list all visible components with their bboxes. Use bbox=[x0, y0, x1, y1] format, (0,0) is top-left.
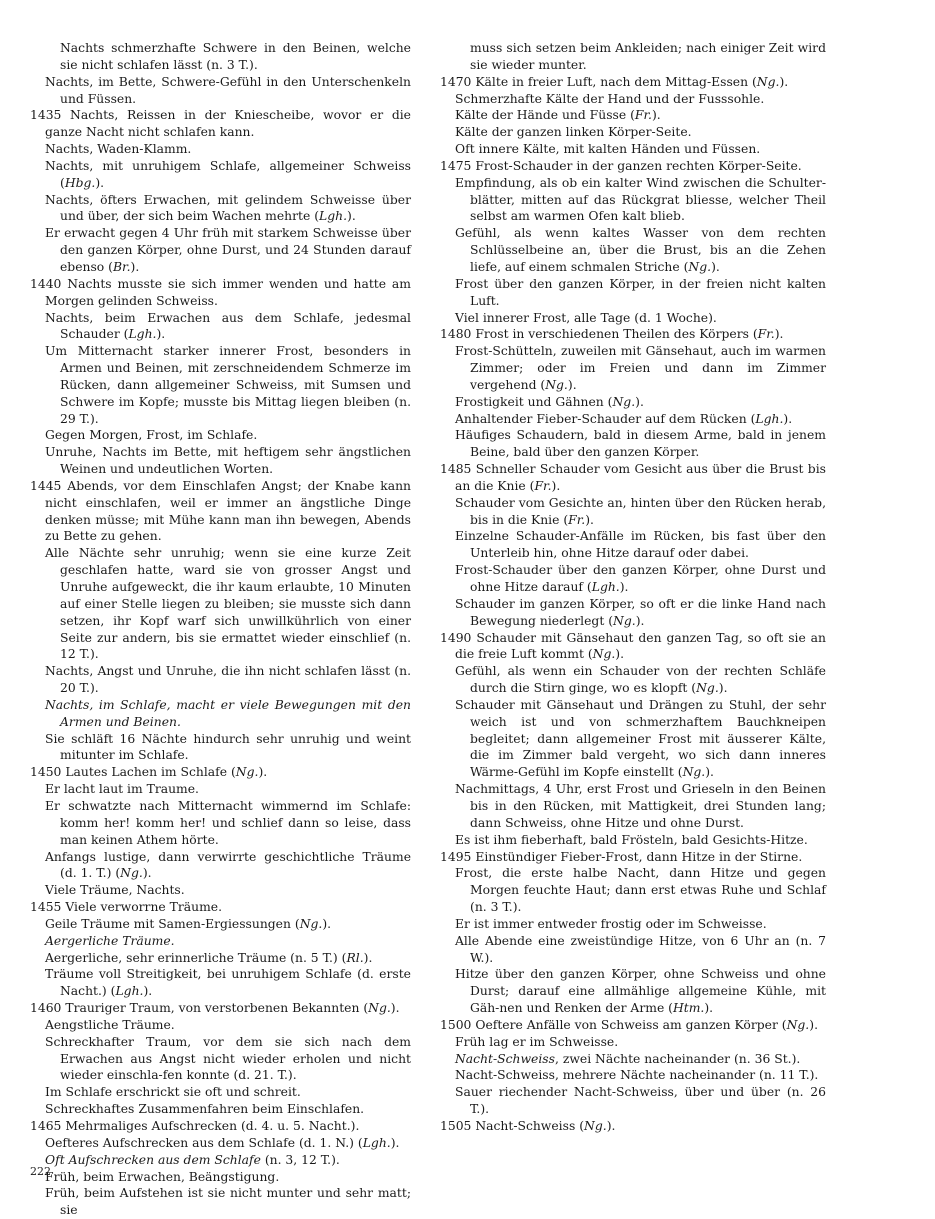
italic-text: Ng. bbox=[592, 647, 616, 662]
right-column bbox=[440, 40, 826, 1135]
symptom-entry bbox=[440, 124, 826, 141]
numbered-entry bbox=[30, 276, 411, 310]
entry-text: ). bbox=[635, 394, 644, 409]
entry-text: Viele Träume, Nachts. bbox=[45, 883, 185, 898]
italic-text: Lgh. bbox=[755, 411, 784, 426]
entry-text: , zwei Nächte nacheinander (n. 36 St.). bbox=[554, 1051, 801, 1066]
entry-text: Schauder im ganzen Körper, so oft er die linke Hand nach Bewegung niederlegt ( bbox=[455, 596, 826, 628]
symptom-entry bbox=[440, 832, 826, 849]
italic-text: Ng. bbox=[612, 394, 636, 409]
entry-text: ). bbox=[585, 512, 594, 527]
entry-text: ). bbox=[651, 108, 661, 123]
entry-text: ). bbox=[322, 916, 332, 931]
entry-text: Frost über den ganzen Körper, in der freien nicht kalten Luft. bbox=[455, 276, 826, 308]
entry-text: Sie schläft 16 Nächte hindurch sehr unruhig und weint mitunter im Schlafe. bbox=[45, 731, 411, 763]
entry-text: Schauder vom Gesichte an, hinten über den Rücken herab, bis in die Knie ( bbox=[455, 495, 826, 527]
symptom-entry bbox=[440, 411, 826, 428]
entry-text: Nachts, mit unruhigem Schlafe, allgemeiner Schweiss ( bbox=[45, 158, 411, 190]
entry-text: Frost-Schauder über den ganzen Körper, ohne Durst und ohne Hitze darauf ( bbox=[455, 563, 826, 594]
symptom-entry bbox=[30, 798, 411, 849]
entry-text: Nachmittags, 4 Uhr, erst Frost und Grieseln in den Beinen bis in den Rücken, mit Mattigkeit, drei Stunden lang; dann Schweiss, ohne Hitze und ohne Durst. bbox=[455, 782, 826, 830]
entry-text: Früh, beim Aufstehen ist sie nicht munter und sehr matt; sie bbox=[45, 1186, 411, 1218]
italic-text: Lgh. bbox=[591, 580, 620, 594]
entry-text: Nachts, öfters Erwachen, mit gelindem Schweisse über und über, der sich beim Wachen mehrte ( bbox=[45, 192, 411, 224]
symptom-entry bbox=[440, 175, 826, 226]
italic-text: Ng. bbox=[584, 1119, 607, 1133]
entry-text: ). bbox=[390, 1001, 400, 1016]
symptom-entry bbox=[440, 343, 826, 394]
italic-text: Ng. bbox=[688, 259, 712, 274]
entry-text: Oft innere Kälte, mit kalten Händen und Füssen. bbox=[455, 142, 761, 157]
symptom-entry bbox=[440, 1084, 826, 1118]
entry-text: Einzelne Schauder-Anfälle im Rücken, bis fast über den Unterleib hin, ohne Hitze darauf oder dabei. bbox=[455, 529, 826, 561]
symptom-entry bbox=[440, 1067, 826, 1084]
entry-text: 1505 Nacht-Schweiss ( bbox=[440, 1119, 585, 1133]
symptom-entry bbox=[30, 916, 411, 933]
entry-text: Hitze über den ganzen Körper, ohne Schweiss und ohne Durst; darauf eine allmählige allgemeine Kühle, mit Gäh-nen und Renken der Arme ( bbox=[455, 967, 826, 1016]
numbered-entry bbox=[440, 1118, 826, 1135]
entry-text: Sauer riechender Nacht-Schweiss, über und über (n. 26 T.). bbox=[455, 1085, 826, 1117]
italic-text: Ng. bbox=[545, 377, 568, 392]
numbered-entry bbox=[30, 1118, 411, 1135]
entry-text: Gegen Morgen, Frost, im Schlafe. bbox=[45, 428, 258, 443]
symptom-entry bbox=[440, 310, 826, 327]
entry-text: ). bbox=[143, 984, 153, 999]
entry-text: Träume voll Streitigkeit, bei unruhigem Schlafe (d. erste Nacht.) ( bbox=[45, 967, 411, 999]
symptom-entry bbox=[30, 310, 411, 344]
entry-text: Alle Abende eine zweistündige Hitze, von 6 Uhr an (n. 7 W.). bbox=[455, 933, 826, 965]
symptom-entry bbox=[30, 343, 411, 427]
symptom-entry bbox=[440, 91, 826, 108]
symptom-entry bbox=[30, 74, 411, 108]
entry-text: Aergerliche, sehr erinnerliche Träume (n. 5 T.) ( bbox=[45, 950, 347, 965]
symptom-entry bbox=[440, 697, 826, 781]
entry-text: 1500 Oeftere Anfälle von Schweiss am ganzen Körper ( bbox=[440, 1017, 787, 1032]
numbered-entry bbox=[440, 158, 826, 175]
symptom-entry bbox=[440, 1051, 826, 1068]
italic-text: Fr. bbox=[757, 327, 775, 342]
entry-text: Er lacht laut im Traume. bbox=[45, 782, 199, 797]
symptom-entry bbox=[440, 528, 826, 562]
entry-text: 1465 Mehrmaliges Aufschrecken (d. 4. u. 5. Nacht.). bbox=[30, 1119, 360, 1133]
entry-text: ). bbox=[551, 478, 561, 493]
entry-text: Oefteres Aufschrecken aus dem Schlafe (d. 1. N.) ( bbox=[45, 1135, 363, 1150]
entry-text: 1485 Schneller Schauder vom Gesicht aus über die Brust bis an die Knie ( bbox=[440, 462, 826, 493]
entry-text: Schreckhafter Traum, vor dem sie sich nach dem Erwachen aus Angst nicht wieder erholen und nicht wieder einschla-fen konnte (d. 21. T.). bbox=[45, 1034, 411, 1083]
italic-text: Nachts, im Schlafe, macht er viele Bewegungen mit den Armen und Beinen. bbox=[45, 697, 411, 729]
symptom-entry bbox=[30, 1185, 411, 1219]
symptom-entry bbox=[30, 427, 411, 444]
italic-text: Ng. bbox=[756, 74, 780, 89]
symptom-entry bbox=[30, 444, 411, 478]
entry-text: ). bbox=[606, 1119, 616, 1133]
entry-text: ). bbox=[718, 681, 728, 696]
italic-text: Ng. bbox=[120, 866, 143, 881]
numbered-entry bbox=[440, 74, 826, 91]
italic-text: Lgh. bbox=[362, 1135, 391, 1150]
numbered-entry bbox=[440, 461, 826, 495]
italic-text: Rl. bbox=[346, 950, 364, 965]
symptom-entry bbox=[440, 495, 826, 529]
symptom-entry bbox=[30, 141, 411, 158]
entry-text: Nachts, Angst und Unruhe, die ihn nicht schlafen lässt (n. 20 T.). bbox=[45, 664, 411, 696]
symptom-entry bbox=[30, 1084, 411, 1101]
entry-text: Frostigkeit und Gähnen ( bbox=[455, 394, 613, 409]
entry-text: Nachts schmerzhafte Schwere in den Beinen, welche sie nicht schlafen lässt (n. 3 T.). bbox=[60, 41, 411, 72]
entry-text: Gefühl, als wenn kaltes Wasser von dem rechten Schlüsselbeine an, über die Brust, bis an die Zehen liefe, auf einem schmalen Striche ( bbox=[455, 226, 826, 274]
entry-text: Alle Nächte sehr unruhig; wenn sie eine kurze Zeit geschlafen hatte, ward sie von grosser Angst und Unruhe aufgeweckt, die ihr kaum erlaubte, 10 Minuten auf einer Stelle liegen zu bleiben; sie musste sich dann setzen, ihr Kopf warf sich unwillkührlich von einer Seite zur andern, bis sie ermattet wieder einschlief (n. 12 T.). bbox=[45, 546, 411, 662]
italic-text: Br. bbox=[112, 259, 131, 274]
numbered-entry bbox=[30, 1000, 411, 1017]
entry-text: Es ist ihm fieberhaft, bald Frösteln, bald Gesichts-Hitze. bbox=[455, 832, 808, 847]
italic-text: Ng. bbox=[696, 681, 719, 696]
entry-text: ). bbox=[619, 580, 629, 594]
italic-text: Aergerliche Träume. bbox=[45, 933, 175, 948]
entry-text: 1450 Lautes Lachen im Schlafe ( bbox=[30, 765, 236, 780]
symptom-entry bbox=[30, 933, 411, 950]
italic-text: Ng. bbox=[235, 765, 259, 780]
entry-text: Anfangs lustige, dann verwirrte geschichtliche Träume (d. 1. T.) ( bbox=[45, 849, 411, 881]
italic-text: Htm. bbox=[673, 1001, 705, 1016]
entry-text: 1480 Frost in verschiedenen Theilen des Körpers ( bbox=[440, 327, 758, 342]
entry-text: 1440 Nachts musste sie sich immer wenden und hatte am Morgen gelinden Schweiss. bbox=[30, 276, 411, 308]
entry-text: ). bbox=[390, 1135, 400, 1150]
entry-text: Früh lag er im Schweisse. bbox=[455, 1034, 619, 1049]
symptom-entry bbox=[30, 663, 411, 697]
numbered-entry bbox=[30, 764, 411, 781]
entry-text: Schmerzhafte Kälte der Hand und der Fusssohle. bbox=[455, 91, 765, 106]
symptom-entry bbox=[440, 916, 826, 933]
symptom-entry bbox=[440, 781, 826, 832]
entry-text: Um Mitternacht starker innerer Frost, besonders in Armen und Beinen, mit zerschneidendem Schmerze im Rücken, dann allgemeiner Schweiss, mit Sumsen und Schwere im Kopfe; musste bis Mittag liegen bleiben (n. 29 T.). bbox=[45, 344, 411, 426]
entry-text: ). bbox=[615, 647, 625, 662]
entry-text: ). bbox=[95, 175, 105, 190]
symptom-entry bbox=[440, 933, 826, 967]
entry-text: Aengstliche Träume. bbox=[45, 1017, 175, 1032]
symptom-entry bbox=[440, 562, 826, 596]
entry-text: Kälte der Hände und Füsse ( bbox=[455, 108, 635, 123]
symptom-entry bbox=[30, 697, 411, 731]
symptom-entry bbox=[30, 1135, 411, 1152]
entry-text: Er erwacht gegen 4 Uhr früh mit starkem Schweisse über den ganzen Körper, ohne Durst, und 24 Stunden darauf ebenso ( bbox=[45, 226, 411, 274]
symptom-entry bbox=[440, 427, 826, 461]
symptom-entry bbox=[440, 40, 826, 74]
entry-text: Empfindung, als ob ein kalter Wind zwischen die Schulter-blätter, mitten auf das Rückgrat bliesse, welcher Theil selbst am warmen Ofen kalt blieb. bbox=[455, 175, 826, 224]
entry-text: Nachts, Waden-Klamm. bbox=[45, 142, 192, 157]
entry-text: Schauder mit Gänsehaut und Drängen zu Stuhl, der sehr weich ist und von schmerzhaftem Bauchkneipen begleitet; dann allgemeiner Frost mit äusserer Kälte, die im Zimmer bald vergeht, wo sich dann inneres Wärme-Gefühl im Kopfe einstellt ( bbox=[455, 697, 826, 780]
numbered-entry bbox=[440, 1017, 826, 1034]
italic-text: Fr. bbox=[634, 108, 652, 123]
symptom-entry bbox=[440, 107, 826, 124]
numbered-entry bbox=[440, 630, 826, 664]
symptom-entry bbox=[30, 731, 411, 765]
entry-text: Viel innerer Frost, alle Tage (d. 1 Woche). bbox=[455, 310, 717, 325]
entry-text: Kälte der ganzen linken Körper-Seite. bbox=[455, 125, 692, 140]
symptom-entry bbox=[440, 865, 826, 916]
entry-text: Nachts, beim Erwachen aus dem Schlafe, jedesmal Schauder ( bbox=[45, 310, 411, 342]
numbered-entry bbox=[30, 899, 411, 916]
symptom-entry bbox=[30, 545, 411, 663]
entry-text: ). bbox=[809, 1017, 818, 1032]
numbered-entry bbox=[30, 107, 411, 141]
symptom-entry bbox=[30, 40, 411, 74]
symptom-entry bbox=[30, 225, 411, 276]
numbered-entry bbox=[440, 849, 826, 866]
entry-text: 1490 Schauder mit Gänsehaut den ganzen Tag, so oft sie an die freie Luft kommt ( bbox=[440, 630, 826, 662]
symptom-entry bbox=[440, 394, 826, 411]
italic-text: Fr. bbox=[568, 512, 586, 527]
entry-text: Unruhe, Nachts im Bette, mit heftigem sehr ängstlichen Weinen und undeutlichen Worten. bbox=[45, 445, 411, 477]
entry-text: ). bbox=[704, 1001, 714, 1016]
italic-text: Ng. bbox=[786, 1017, 810, 1032]
symptom-entry bbox=[30, 1152, 411, 1169]
symptom-entry bbox=[30, 158, 411, 192]
symptom-entry bbox=[30, 1101, 411, 1118]
italic-text: Lgh. bbox=[319, 209, 348, 224]
symptom-entry bbox=[30, 966, 411, 1000]
symptom-entry bbox=[30, 781, 411, 798]
symptom-entry bbox=[30, 1034, 411, 1085]
italic-text: Ng. bbox=[368, 1001, 391, 1016]
entry-text: Geile Träume mit Samen-Ergiessungen ( bbox=[45, 916, 300, 931]
entry-text: Im Schlafe erschrickt sie oft und schreit. bbox=[45, 1085, 301, 1100]
italic-text: Ng. bbox=[613, 613, 636, 628]
entry-text: 1470 Kälte in freier Luft, nach dem Mittag-Essen ( bbox=[440, 74, 757, 89]
entry-text: 1460 Trauriger Traum, von verstorbenen Bekannten ( bbox=[30, 1001, 369, 1016]
entry-text: 1475 Frost-Schauder in der ganzen rechten Körper-Seite. bbox=[440, 158, 802, 173]
entry-text: ). bbox=[142, 866, 152, 881]
numbered-entry bbox=[440, 326, 826, 343]
entry-text: 1445 Abends, vor dem Einschlafen Angst; der Knabe kann nicht einschlafen, weil er immer an ängstliche Dinge denken müsse; mit Mühe kann man ihn bewegen, Abends zu Bette zu gehen. bbox=[30, 478, 411, 544]
entry-text: ). bbox=[779, 74, 789, 89]
entry-text: ). bbox=[258, 765, 268, 780]
entry-text: ). bbox=[156, 327, 166, 342]
entry-text: ). bbox=[783, 411, 793, 426]
symptom-entry bbox=[440, 596, 826, 630]
italic-text: Ng. bbox=[299, 916, 323, 931]
italic-text: Lgh. bbox=[128, 327, 157, 342]
numbered-entry bbox=[30, 478, 411, 545]
page-number: 222 bbox=[30, 1165, 51, 1178]
entry-text: Frost, die erste halbe Nacht, dann Hitze und gegen Morgen feuchte Haut; dann erst etwas Ruhe und Schlaf (n. 3 T.). bbox=[455, 866, 826, 915]
italic-text: Oft Aufschrecken aus dem Schlafe bbox=[45, 1152, 261, 1167]
entry-text: Nacht-Schweiss, mehrere Nächte nacheinander (n. 11 T.). bbox=[455, 1068, 819, 1083]
entry-text: muss sich setzen beim Ankleiden; nach einiger Zeit wird sie wieder munter. bbox=[470, 41, 826, 72]
entry-text: ). bbox=[635, 613, 645, 628]
entry-text: (n. 3, 12 T.). bbox=[260, 1152, 340, 1167]
entry-text: Anhaltender Fieber-Schauder auf dem Rücken ( bbox=[455, 411, 756, 426]
symptom-entry bbox=[440, 663, 826, 697]
entry-text: Gefühl, als wenn ein Schauder von der rechten Schläfe durch die Stirn ginge, wo es klopft ( bbox=[455, 664, 826, 696]
symptom-entry bbox=[440, 1034, 826, 1051]
entry-text: Er ist immer entweder frostig oder im Schweisse. bbox=[455, 916, 767, 931]
entry-text: Früh, beim Erwachen, Beängstigung. bbox=[45, 1169, 280, 1184]
italic-text: Nacht-Schweiss bbox=[455, 1051, 555, 1066]
entry-text: ). bbox=[711, 259, 720, 274]
italic-text: Lgh. bbox=[115, 984, 144, 999]
entry-text: ). bbox=[363, 950, 373, 965]
symptom-entry bbox=[440, 966, 826, 1017]
entry-text: Häufiges Schaudern, bald in diesem Arme, bald in jenem Beine, bald über den ganzen Körper. bbox=[455, 428, 826, 460]
entry-text: 1495 Einstündiger Fieber-Frost, dann Hitze in der Stirne. bbox=[440, 849, 803, 864]
entry-text: ). bbox=[347, 209, 356, 224]
symptom-entry bbox=[30, 1017, 411, 1034]
entry-text: ). bbox=[130, 259, 140, 274]
entry-text: ). bbox=[774, 327, 784, 342]
entry-text: 1435 Nachts, Reissen in der Kniescheibe, wovor er die ganze Nacht nicht schlafen kann. bbox=[30, 108, 411, 140]
italic-text: Ng. bbox=[682, 765, 706, 780]
symptom-entry bbox=[440, 276, 826, 310]
entry-text: Schreckhaftes Zusammenfahren beim Einschlafen. bbox=[45, 1102, 365, 1117]
left-column bbox=[30, 40, 411, 1219]
entry-text: Nachts, im Bette, Schwere-Gefühl in den Unterschenkeln und Füssen. bbox=[45, 74, 411, 106]
symptom-entry bbox=[440, 225, 826, 276]
symptom-entry bbox=[30, 1169, 411, 1186]
entry-text: 1455 Viele verworrne Träume. bbox=[30, 900, 222, 915]
entry-text: Er schwatzte nach Mitternacht wimmernd im Schlafe: komm her! komm her! und schlief dann so leise, dass man keinen Athem hörte. bbox=[45, 798, 411, 847]
entry-text: ). bbox=[705, 765, 714, 780]
symptom-entry bbox=[440, 141, 826, 158]
symptom-entry bbox=[30, 849, 411, 883]
italic-text: Hbg. bbox=[64, 175, 96, 190]
entry-text: ). bbox=[567, 377, 577, 392]
symptom-entry bbox=[30, 882, 411, 899]
symptom-entry bbox=[30, 950, 411, 967]
symptom-entry bbox=[30, 192, 411, 226]
entry-text: Frost-Schütteln, zuweilen mit Gänsehaut, auch im warmen Zimmer; oder im Freien und dann im Zimmer vergehend ( bbox=[455, 344, 826, 392]
italic-text: Fr. bbox=[534, 478, 552, 493]
